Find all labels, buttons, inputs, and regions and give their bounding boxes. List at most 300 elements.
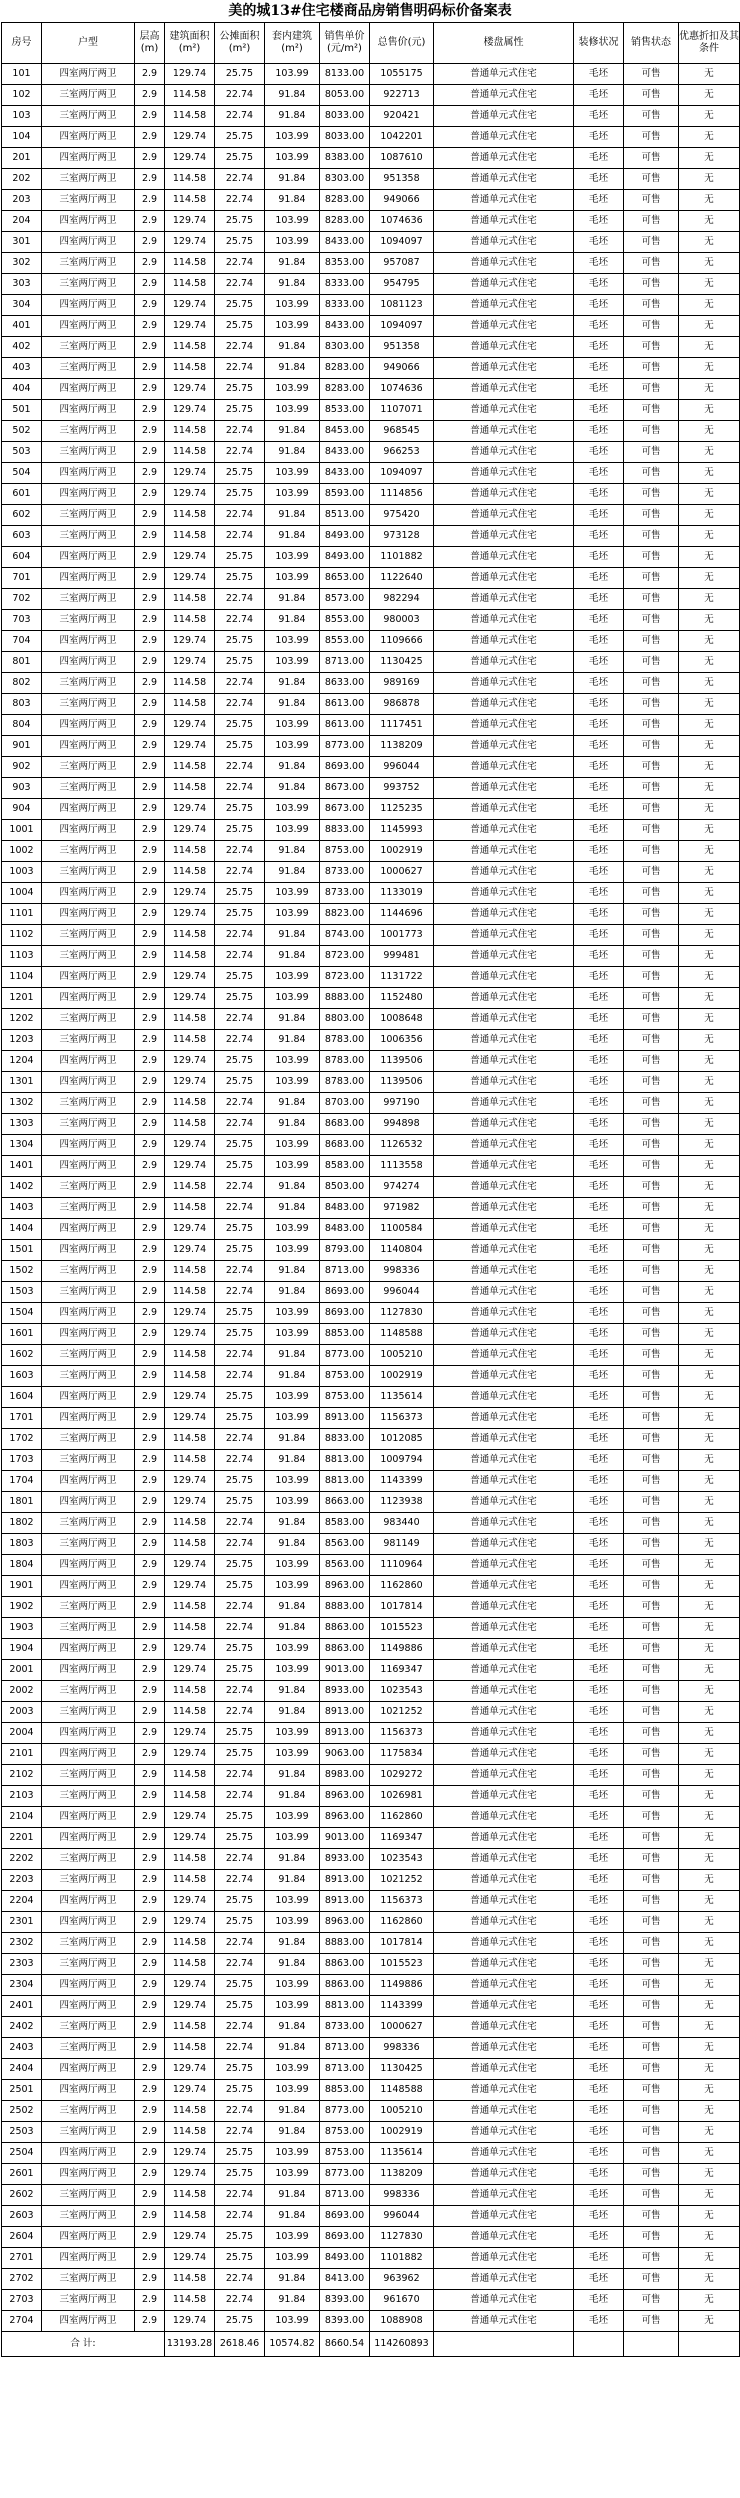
cell-decoration: 毛坯 [574,1156,624,1177]
cell-inner-area: 103.99 [265,1744,320,1765]
cell-build-area: 114.58 [165,1534,215,1555]
cell-status: 可售 [624,2080,679,2101]
cell-room: 1204 [2,1051,42,1072]
table-body [2,64,740,2332]
cell-room: 1003 [2,862,42,883]
table-row [2,2164,740,2185]
cell-decoration: 毛坯 [574,1429,624,1450]
cell-room: 1202 [2,1009,42,1030]
cell-total-price: 1094097 [370,232,434,253]
table-row [2,1891,740,1912]
table-row [2,1996,740,2017]
cell-room: 903 [2,778,42,799]
cell-status: 可售 [624,1450,679,1471]
cell-inner-area: 103.99 [265,1303,320,1324]
cell-status: 可售 [624,568,679,589]
cell-unit-price: 8483.00 [320,1219,370,1240]
cell-property: 普通单元式住宅 [434,1807,574,1828]
cell-build-area: 129.74 [165,820,215,841]
cell-room: 2302 [2,1933,42,1954]
cell-build-area: 129.74 [165,1303,215,1324]
cell-unit-price: 8303.00 [320,169,370,190]
cell-unit-price: 8503.00 [320,1177,370,1198]
cell-inner-area: 91.84 [265,2290,320,2311]
cell-type: 三室两厅两卫 [42,1513,135,1534]
table-row [2,1849,740,1870]
cell-status: 可售 [624,484,679,505]
cell-discount: 无 [679,1114,740,1135]
cell-public-area: 22.74 [215,106,265,127]
cell-room: 2301 [2,1912,42,1933]
cell-status: 可售 [624,211,679,232]
cell-public-area: 25.75 [215,736,265,757]
cell-room: 203 [2,190,42,211]
cell-total-price: 999481 [370,946,434,967]
cell-total-price: 989169 [370,673,434,694]
cell-total-price: 1088908 [370,2311,434,2332]
cell-decoration: 毛坯 [574,547,624,568]
cell-unit-price: 8783.00 [320,1072,370,1093]
cell-discount: 无 [679,988,740,1009]
cell-status: 可售 [624,1660,679,1681]
table-row [2,505,740,526]
cell-type: 四室两厅两卫 [42,148,135,169]
cell-inner-area: 103.99 [265,652,320,673]
cell-public-area: 22.74 [215,1933,265,1954]
cell-decoration: 毛坯 [574,841,624,862]
cell-build-area: 114.58 [165,2122,215,2143]
cell-public-area: 25.75 [215,2143,265,2164]
cell-status: 可售 [624,1051,679,1072]
cell-discount: 无 [679,1198,740,1219]
cell-type: 三室两厅两卫 [42,1534,135,1555]
cell-build-area: 114.58 [165,1681,215,1702]
cell-property: 普通单元式住宅 [434,1177,574,1198]
cell-room: 1904 [2,1639,42,1660]
cell-status: 可售 [624,673,679,694]
cell-inner-area: 103.99 [265,547,320,568]
cell-public-area: 22.74 [215,1786,265,1807]
cell-total-price: 1074636 [370,211,434,232]
cell-public-area: 25.75 [215,1744,265,1765]
cell-inner-area: 103.99 [265,1828,320,1849]
cell-room: 1402 [2,1177,42,1198]
totals-label: 合 计: [2,2332,165,2357]
cell-type: 四室两厅两卫 [42,2311,135,2332]
cell-inner-area: 91.84 [265,2101,320,2122]
cell-public-area: 22.74 [215,757,265,778]
cell-type: 四室两厅两卫 [42,1807,135,1828]
table-row [2,1933,740,1954]
cell-decoration: 毛坯 [574,2059,624,2080]
cell-type: 三室两厅两卫 [42,253,135,274]
cell-room: 501 [2,400,42,421]
cell-status: 可售 [624,1555,679,1576]
cell-property: 普通单元式住宅 [434,85,574,106]
cell-build-area: 114.58 [165,337,215,358]
cell-status: 可售 [624,274,679,295]
cell-decoration: 毛坯 [574,1135,624,1156]
table-row [2,169,740,190]
cell-discount: 无 [679,232,740,253]
table-row [2,1114,740,1135]
cell-status: 可售 [624,1261,679,1282]
cell-property: 普通单元式住宅 [434,1408,574,1429]
table-row [2,337,740,358]
cell-public-area: 25.75 [215,1660,265,1681]
cell-property: 普通单元式住宅 [434,1114,574,1135]
cell-discount: 无 [679,274,740,295]
cell-public-area: 25.75 [215,1324,265,1345]
cell-discount: 无 [679,1408,740,1429]
cell-build-area: 129.74 [165,1660,215,1681]
cell-height: 2.9 [135,2059,165,2080]
cell-room: 802 [2,673,42,694]
cell-inner-area: 91.84 [265,673,320,694]
table-row [2,1639,740,1660]
cell-inner-area: 103.99 [265,400,320,421]
cell-build-area: 129.74 [165,652,215,673]
cell-status: 可售 [624,715,679,736]
cell-status: 可售 [624,757,679,778]
cell-total-price: 1002919 [370,1366,434,1387]
cell-unit-price: 8573.00 [320,589,370,610]
cell-discount: 无 [679,295,740,316]
table-row [2,64,740,85]
cell-type: 四室两厅两卫 [42,1408,135,1429]
cell-public-area: 22.74 [215,505,265,526]
total-inner-area: 10574.82 [265,2332,320,2357]
cell-room: 1802 [2,1513,42,1534]
cell-inner-area: 103.99 [265,1051,320,1072]
cell-decoration: 毛坯 [574,589,624,610]
cell-status: 可售 [624,1303,679,1324]
cell-build-area: 114.58 [165,106,215,127]
table-row [2,1324,740,1345]
cell-total-price: 975420 [370,505,434,526]
cell-room: 2102 [2,1765,42,1786]
cell-decoration: 毛坯 [574,1345,624,1366]
table-row [2,2206,740,2227]
cell-status: 可售 [624,883,679,904]
cell-room: 1002 [2,841,42,862]
cell-public-area: 25.75 [215,715,265,736]
cell-room: 1703 [2,1450,42,1471]
cell-inner-area: 91.84 [265,442,320,463]
cell-inner-area: 103.99 [265,2311,320,2332]
cell-height: 2.9 [135,1576,165,1597]
cell-property: 普通单元式住宅 [434,694,574,715]
cell-decoration: 毛坯 [574,2143,624,2164]
cell-room: 2303 [2,1954,42,1975]
cell-public-area: 25.75 [215,2080,265,2101]
cell-property: 普通单元式住宅 [434,2311,574,2332]
cell-room: 1004 [2,883,42,904]
cell-total-price: 1135614 [370,2143,434,2164]
cell-inner-area: 91.84 [265,190,320,211]
cell-type: 三室两厅两卫 [42,1114,135,1135]
cell-total-price: 983440 [370,1513,434,1534]
table-row [2,841,740,862]
table-row [2,1576,740,1597]
cell-discount: 无 [679,778,740,799]
cell-discount: 无 [679,1870,740,1891]
cell-decoration: 毛坯 [574,1912,624,1933]
cell-height: 2.9 [135,1492,165,1513]
cell-discount: 无 [679,2227,740,2248]
cell-status: 可售 [624,1807,679,1828]
cell-status: 可售 [624,1618,679,1639]
cell-room: 104 [2,127,42,148]
table-row [2,1618,740,1639]
cell-room: 1804 [2,1555,42,1576]
cell-build-area: 114.58 [165,2038,215,2059]
cell-unit-price: 8613.00 [320,694,370,715]
cell-public-area: 25.75 [215,64,265,85]
cell-public-area: 22.74 [215,2269,265,2290]
cell-height: 2.9 [135,631,165,652]
cell-room: 1201 [2,988,42,1009]
cell-unit-price: 8673.00 [320,799,370,820]
cell-decoration: 毛坯 [574,1513,624,1534]
cell-property: 普通单元式住宅 [434,1051,574,1072]
cell-status: 可售 [624,2038,679,2059]
cell-public-area: 22.74 [215,1009,265,1030]
header-decoration: 装修状况 [574,23,624,64]
cell-type: 三室两厅两卫 [42,106,135,127]
cell-build-area: 129.74 [165,568,215,589]
cell-height: 2.9 [135,505,165,526]
table-row [2,1492,740,1513]
cell-inner-area: 91.84 [265,421,320,442]
cell-unit-price: 8853.00 [320,2080,370,2101]
cell-inner-area: 91.84 [265,1681,320,1702]
cell-total-price: 1156373 [370,1408,434,1429]
cell-decoration: 毛坯 [574,2185,624,2206]
cell-status: 可售 [624,1030,679,1051]
cell-build-area: 114.58 [165,1429,215,1450]
cell-decoration: 毛坯 [574,820,624,841]
cell-public-area: 25.75 [215,1996,265,2017]
cell-total-price: 1002919 [370,2122,434,2143]
cell-discount: 无 [679,757,740,778]
cell-status: 可售 [624,946,679,967]
cell-build-area: 129.74 [165,1240,215,1261]
cell-type: 四室两厅两卫 [42,232,135,253]
totals-empty-decoration [574,2332,624,2357]
cell-decoration: 毛坯 [574,1114,624,1135]
cell-status: 可售 [624,2248,679,2269]
table-row [2,988,740,1009]
cell-inner-area: 103.99 [265,232,320,253]
cell-room: 704 [2,631,42,652]
cell-inner-area: 91.84 [265,1030,320,1051]
cell-type: 四室两厅两卫 [42,799,135,820]
cell-inner-area: 91.84 [265,526,320,547]
table-row [2,1282,740,1303]
cell-public-area: 22.74 [215,694,265,715]
cell-type: 四室两厅两卫 [42,1240,135,1261]
cell-total-price: 1169347 [370,1828,434,1849]
cell-build-area: 114.58 [165,274,215,295]
cell-inner-area: 103.99 [265,1135,320,1156]
header-room: 房号 [2,23,42,64]
cell-room: 703 [2,610,42,631]
cell-total-price: 1143399 [370,1471,434,1492]
cell-inner-area: 91.84 [265,1429,320,1450]
table-row [2,2080,740,2101]
cell-build-area: 129.74 [165,1072,215,1093]
cell-inner-area: 91.84 [265,946,320,967]
cell-decoration: 毛坯 [574,85,624,106]
cell-discount: 无 [679,862,740,883]
cell-public-area: 25.75 [215,988,265,1009]
cell-decoration: 毛坯 [574,1597,624,1618]
cell-property: 普通单元式住宅 [434,1639,574,1660]
cell-unit-price: 8713.00 [320,2185,370,2206]
cell-public-area: 22.74 [215,442,265,463]
cell-property: 普通单元式住宅 [434,1345,574,1366]
cell-discount: 无 [679,1030,740,1051]
cell-discount: 无 [679,904,740,925]
table-row [2,316,740,337]
cell-type: 四室两厅两卫 [42,1072,135,1093]
cell-type: 三室两厅两卫 [42,862,135,883]
table-row [2,1051,740,1072]
cell-public-area: 25.75 [215,1072,265,1093]
cell-room: 1203 [2,1030,42,1051]
cell-build-area: 114.58 [165,1177,215,1198]
cell-room: 2401 [2,1996,42,2017]
cell-property: 普通单元式住宅 [434,1198,574,1219]
cell-decoration: 毛坯 [574,442,624,463]
cell-inner-area: 103.99 [265,1891,320,1912]
cell-height: 2.9 [135,2122,165,2143]
cell-property: 普通单元式住宅 [434,1828,574,1849]
cell-public-area: 25.75 [215,883,265,904]
cell-type: 四室两厅两卫 [42,463,135,484]
table-row [2,2122,740,2143]
cell-discount: 无 [679,1072,740,1093]
cell-build-area: 114.58 [165,2017,215,2038]
cell-type: 四室两厅两卫 [42,1744,135,1765]
cell-decoration: 毛坯 [574,1093,624,1114]
table-row [2,232,740,253]
cell-unit-price: 8963.00 [320,1807,370,1828]
cell-inner-area: 103.99 [265,1219,320,1240]
cell-total-price: 1117451 [370,715,434,736]
cell-room: 102 [2,85,42,106]
cell-total-price: 1008648 [370,1009,434,1030]
cell-room: 1303 [2,1114,42,1135]
cell-height: 2.9 [135,694,165,715]
cell-height: 2.9 [135,1765,165,1786]
cell-room: 401 [2,316,42,337]
cell-height: 2.9 [135,526,165,547]
cell-inner-area: 103.99 [265,1555,320,1576]
cell-total-price: 1101882 [370,547,434,568]
cell-decoration: 毛坯 [574,2269,624,2290]
cell-decoration: 毛坯 [574,421,624,442]
cell-property: 普通单元式住宅 [434,2017,574,2038]
cell-status: 可售 [624,1009,679,1030]
table-row [2,1555,740,1576]
cell-public-area: 25.75 [215,484,265,505]
cell-build-area: 129.74 [165,883,215,904]
page-title: 美的城13#住宅楼商品房销售明码标价备案表 [228,3,512,19]
cell-status: 可售 [624,841,679,862]
cell-total-price: 1131722 [370,967,434,988]
cell-total-price: 951358 [370,169,434,190]
cell-height: 2.9 [135,1051,165,1072]
cell-unit-price: 8753.00 [320,841,370,862]
cell-property: 普通单元式住宅 [434,2206,574,2227]
cell-type: 三室两厅两卫 [42,2122,135,2143]
cell-build-area: 114.58 [165,925,215,946]
cell-type: 四室两厅两卫 [42,1891,135,1912]
cell-room: 2001 [2,1660,42,1681]
cell-height: 2.9 [135,988,165,1009]
cell-inner-area: 103.99 [265,64,320,85]
cell-total-price: 1139506 [370,1051,434,1072]
cell-public-area: 25.75 [215,232,265,253]
cell-unit-price: 8653.00 [320,568,370,589]
cell-property: 普通单元式住宅 [434,505,574,526]
cell-type: 四室两厅两卫 [42,400,135,421]
cell-total-price: 1149886 [370,1639,434,1660]
cell-property: 普通单元式住宅 [434,1933,574,1954]
cell-height: 2.9 [135,1072,165,1093]
cell-room: 2502 [2,2101,42,2122]
cell-status: 可售 [624,1786,679,1807]
cell-unit-price: 8733.00 [320,883,370,904]
cell-room: 2702 [2,2269,42,2290]
cell-total-price: 1015523 [370,1954,434,1975]
cell-property: 普通单元式住宅 [434,64,574,85]
cell-room: 1803 [2,1534,42,1555]
cell-type: 四室两厅两卫 [42,904,135,925]
cell-status: 可售 [624,1429,679,1450]
cell-total-price: 961670 [370,2290,434,2311]
cell-status: 可售 [624,736,679,757]
cell-unit-price: 8733.00 [320,862,370,883]
cell-status: 可售 [624,1198,679,1219]
cell-build-area: 114.58 [165,1366,215,1387]
cell-public-area: 22.74 [215,841,265,862]
cell-type: 四室两厅两卫 [42,316,135,337]
cell-status: 可售 [624,652,679,673]
cell-room: 304 [2,295,42,316]
cell-height: 2.9 [135,2290,165,2311]
cell-unit-price: 8513.00 [320,505,370,526]
cell-unit-price: 8433.00 [320,232,370,253]
cell-height: 2.9 [135,2164,165,2185]
cell-unit-price: 8983.00 [320,1765,370,1786]
cell-room: 2402 [2,2017,42,2038]
cell-discount: 无 [679,1807,740,1828]
cell-room: 2002 [2,1681,42,1702]
cell-total-price: 993752 [370,778,434,799]
cell-property: 普通单元式住宅 [434,589,574,610]
cell-discount: 无 [679,568,740,589]
cell-property: 普通单元式住宅 [434,2080,574,2101]
table-row [2,715,740,736]
cell-public-area: 25.75 [215,967,265,988]
cell-decoration: 毛坯 [574,1051,624,1072]
cell-discount: 无 [679,379,740,400]
cell-room: 804 [2,715,42,736]
cell-total-price: 1135614 [370,1387,434,1408]
